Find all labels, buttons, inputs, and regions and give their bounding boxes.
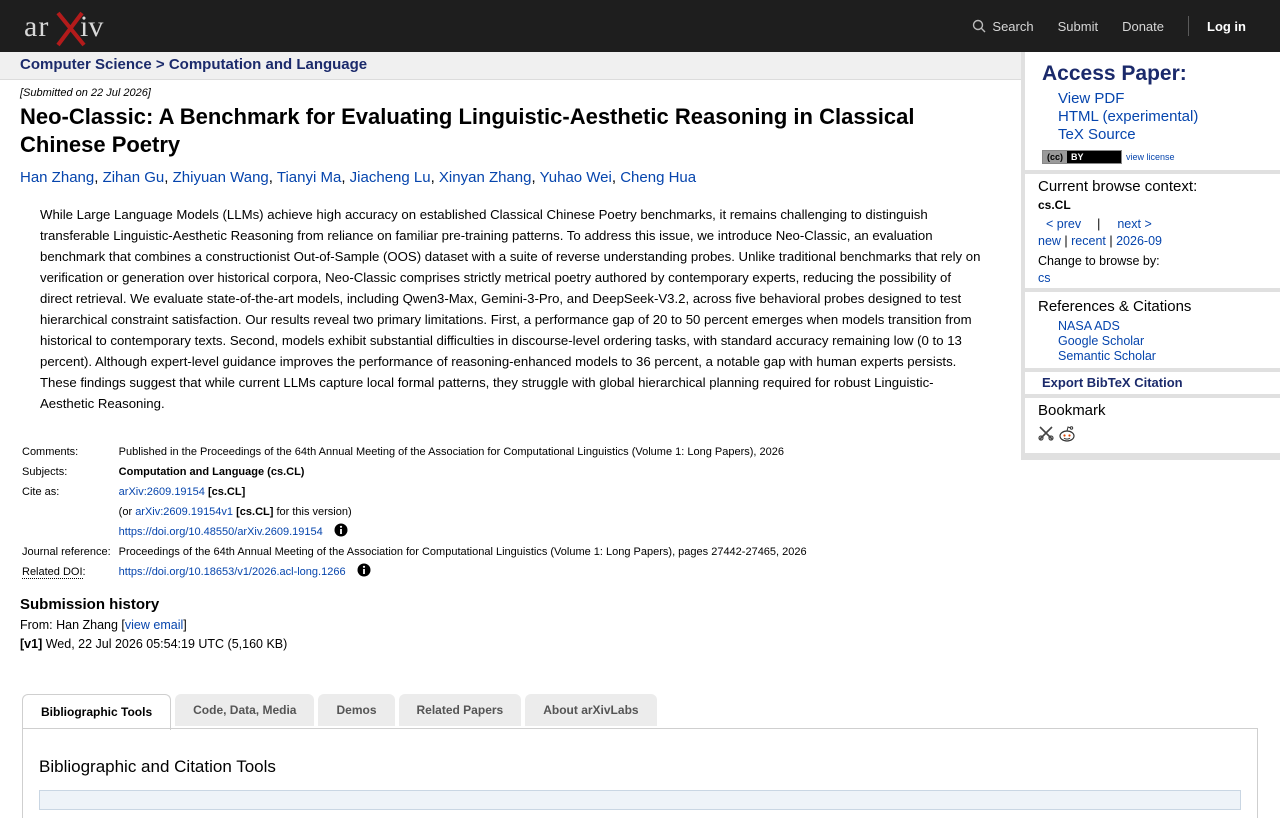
export-bibtex-link[interactable]: Export BibTeX Citation	[1042, 375, 1183, 390]
bookmark-title: Bookmark	[1038, 402, 1106, 419]
bookmark-box	[1025, 398, 1280, 453]
prev-link[interactable]: < prev	[1046, 217, 1082, 231]
submission-history	[20, 616, 1000, 654]
author-list: Han Zhang, Zihan Gu, Zhiyuan Wang, Tianyi Ma, Jiacheng Lu, Xinyan Zhang, Yuhao Wei, Cheng Hua	[20, 169, 697, 186]
tab-about-arxivlabs[interactable]: About arXivLabs	[525, 694, 656, 726]
related-doi-link[interactable]: https://doi.org/10.18653/v1/2026.acl-long.1266	[118, 566, 346, 578]
license	[1042, 150, 1175, 164]
submission-history-title: Submission history	[20, 596, 160, 613]
search-label: Search	[992, 18, 1034, 34]
subjects-value: Computation and Language (cs.CL)	[118, 466, 305, 478]
view-pdf-link[interactable]: View PDF	[1058, 90, 1125, 107]
from-prefix: From: Han Zhang [	[20, 618, 125, 632]
nav-divider	[1188, 16, 1189, 36]
browse-context: cs.CL	[1038, 198, 1071, 212]
nasa-ads-link[interactable]: NASA ADS	[1058, 319, 1120, 333]
cite-label: Cite as:	[22, 486, 60, 498]
info-icon[interactable]	[357, 563, 371, 577]
breadcrumb	[0, 52, 1021, 80]
export-bibtex-box	[1025, 372, 1280, 394]
view-license-link[interactable]: view license	[1126, 152, 1175, 162]
login-link[interactable]: Log in	[1207, 18, 1246, 34]
donate-link[interactable]: Donate	[1122, 18, 1164, 34]
next-link[interactable]: next >	[1117, 217, 1152, 231]
tab-demos[interactable]: Demos	[318, 694, 394, 726]
labs-tabs	[22, 694, 657, 730]
metadata-table: Comments: Published in the Proceedings of the 64th Annual Meeting of the Association for Computational Linguistics (Volume 1: Long Papers), 2026 Subjects: Computation and Language (cs.CL) Cite as: arXiv:2609.19154 [cs.CL] (or arXiv:2609.19154v1 [cs.CL] for this version) https://doi.org/10.48550/arXiv.2609.19154 Journal reference: Proceedings of the 64th Annual Meeting of the Association for Computational Linguistics (Volume 1: Long Papers), pages 27442-27465, 2026 Related DOI: https://doi.org/10.18653/v1/2026.acl-long.1266	[22, 442, 811, 582]
tools-box	[39, 790, 1241, 810]
cite-version-prefix: (or	[118, 506, 133, 518]
recent-link[interactable]: recent	[1071, 234, 1106, 248]
breadcrumb-separator: >	[155, 56, 165, 73]
google-scholar-link[interactable]: Google Scholar	[1058, 334, 1145, 348]
references-box	[1025, 292, 1280, 368]
svg-text:iv: iv	[80, 10, 104, 43]
arxiv-logo[interactable]	[24, 7, 112, 47]
author-link[interactable]: Yuhao Wei	[539, 169, 612, 186]
prev-next-separator: |	[1097, 217, 1101, 231]
author-link[interactable]: Zihan Gu	[102, 169, 165, 186]
breadcrumb-primary[interactable]: Computer Science	[20, 56, 152, 73]
browse-context-title: Current browse context:	[1038, 178, 1198, 195]
tab-bibliographic-tools[interactable]: Bibliographic Tools	[22, 694, 171, 730]
version-info: Wed, 22 Jul 2026 05:54:19 UTC (5,160 KB)	[45, 637, 288, 651]
month-link[interactable]: 2026-09	[1116, 234, 1162, 248]
access-paper-box	[1025, 52, 1280, 170]
from-suffix: ]	[183, 618, 187, 632]
subjects-label: Subjects:	[22, 466, 68, 478]
cite-version-category: [cs.CL]	[236, 506, 274, 518]
paper-title: Neo-Classic: A Benchmark for Evaluating Linguistic-Aesthetic Reasoning in Classical Chinese Poetry	[20, 104, 915, 157]
author-link[interactable]: Cheng Hua	[620, 169, 697, 186]
sidebar	[1021, 52, 1280, 460]
browse-context-box	[1025, 174, 1280, 288]
semantic-scholar-link[interactable]: Semantic Scholar	[1058, 349, 1156, 363]
reddit-icon[interactable]	[1058, 425, 1076, 443]
tex-source-link[interactable]: TeX Source	[1058, 126, 1136, 143]
version-tag: [v1]	[20, 637, 43, 651]
cc-badge-left: (cc)	[1043, 151, 1067, 163]
search-icon	[972, 19, 986, 33]
author-link[interactable]: Zhiyuan Wang	[172, 169, 269, 186]
top-bar	[0, 0, 1280, 52]
browse-links: new | recent | 2026-09	[1038, 234, 1162, 248]
cc-by-badge[interactable]	[1042, 150, 1122, 164]
bookmark-icons	[1038, 425, 1280, 443]
cite-category: [cs.CL]	[207, 486, 246, 498]
related-doi-label: Related DOI	[22, 566, 83, 578]
svg-text:ar: ar	[24, 10, 50, 43]
submit-link[interactable]: Submit	[1057, 18, 1099, 34]
search-link[interactable]	[972, 19, 1033, 34]
bibsonomy-icon[interactable]	[1038, 425, 1054, 441]
comments-label: Comments:	[22, 446, 79, 458]
author-link[interactable]: Han Zhang	[20, 169, 95, 186]
journal-label: Journal reference:	[22, 546, 111, 558]
browse-cs-link[interactable]: cs	[1038, 271, 1051, 285]
access-paper-title: Access Paper:	[1042, 62, 1187, 85]
references-title: References & Citations	[1038, 298, 1192, 315]
new-link[interactable]: new	[1038, 234, 1061, 248]
info-icon[interactable]	[334, 523, 348, 537]
tab-related-papers[interactable]: Related Papers	[399, 694, 522, 726]
view-email-link[interactable]: view email	[124, 618, 184, 632]
cite-version-suffix: for this version)	[276, 506, 352, 518]
comments-value: Published in the Proceedings of the 64th Annual Meeting of the Association for Computational Linguistics (Volume 1: Long Papers), 2026	[118, 446, 784, 458]
prev-next	[1038, 217, 1280, 231]
author-link[interactable]: Xinyan Zhang	[438, 169, 532, 186]
submission-date: [Submitted on 22 Jul 2026]	[20, 87, 151, 99]
cite-link[interactable]: arXiv:2609.19154	[118, 486, 205, 498]
tab-panel	[22, 728, 1258, 818]
top-nav	[972, 0, 1246, 52]
doi-link[interactable]: https://doi.org/10.48550/arXiv.2609.19154	[118, 526, 323, 538]
tab-panel-title: Bibliographic and Citation Tools	[39, 757, 276, 776]
author-link[interactable]: Tianyi Ma	[276, 169, 342, 186]
cc-badge-right: BY	[1071, 152, 1084, 162]
author-link[interactable]: Jiacheng Lu	[349, 169, 431, 186]
change-browse-label: Change to browse by:	[1038, 254, 1160, 268]
tab-code-data-media[interactable]: Code, Data, Media	[175, 694, 314, 726]
breadcrumb-secondary: Computation and Language	[168, 56, 368, 73]
abstract: While Large Language Models (LLMs) achieve high accuracy on established Classical Chinese Poetry benchmarks, it remains challenging to distinguish transferable Linguistic-Aesthetic Reasoning from reliance on familiar pre-training patterns. To address this issue, we introduce Neo-Classic, an evaluation benchmark that combines a constructionist Out-of-Sample (OOS) dataset with a suite of reverse understanding probes. Unlike traditional benchmarks that rely on verification or generation over historical corpora, Neo-Classic comprises strictly metrical poetry authored by contemporary experts, reducing the possibility of direct retrieval. We evaluate state-of-the-art models, including Qwen3-Max, Gemini-3-Pro, and DeepSeek-V3.2, across five behavioral probes designed to test hierarchical constraint satisfaction. Our results reveal two primary limitations. First, a performance gap of 20 to 50 percent emerges when models transition from historical to contemporary texts. Second, models exhibit substantial difficulties in discourse-level ordering tasks, with standard accuracy remaining low (0 to 13 percent). Although expert-level guidance improves the performance of reasoning-enhanced models to 36 percent, a notable gap with human experts persists. These findings suggest that while current LLMs capture local formal patterns, they struggle with global hierarchical planning required for robust Linguistic-Aesthetic Reasoning.	[40, 207, 981, 411]
main-content	[20, 80, 1000, 654]
html-link[interactable]: HTML (experimental)	[1058, 108, 1199, 125]
journal-value: Proceedings of the 64th Annual Meeting of the Association for Computational Linguistics (Volume 1: Long Papers), pages 27442-27465, 2026	[118, 546, 807, 558]
cite-version-link[interactable]: arXiv:2609.19154v1	[135, 506, 234, 518]
